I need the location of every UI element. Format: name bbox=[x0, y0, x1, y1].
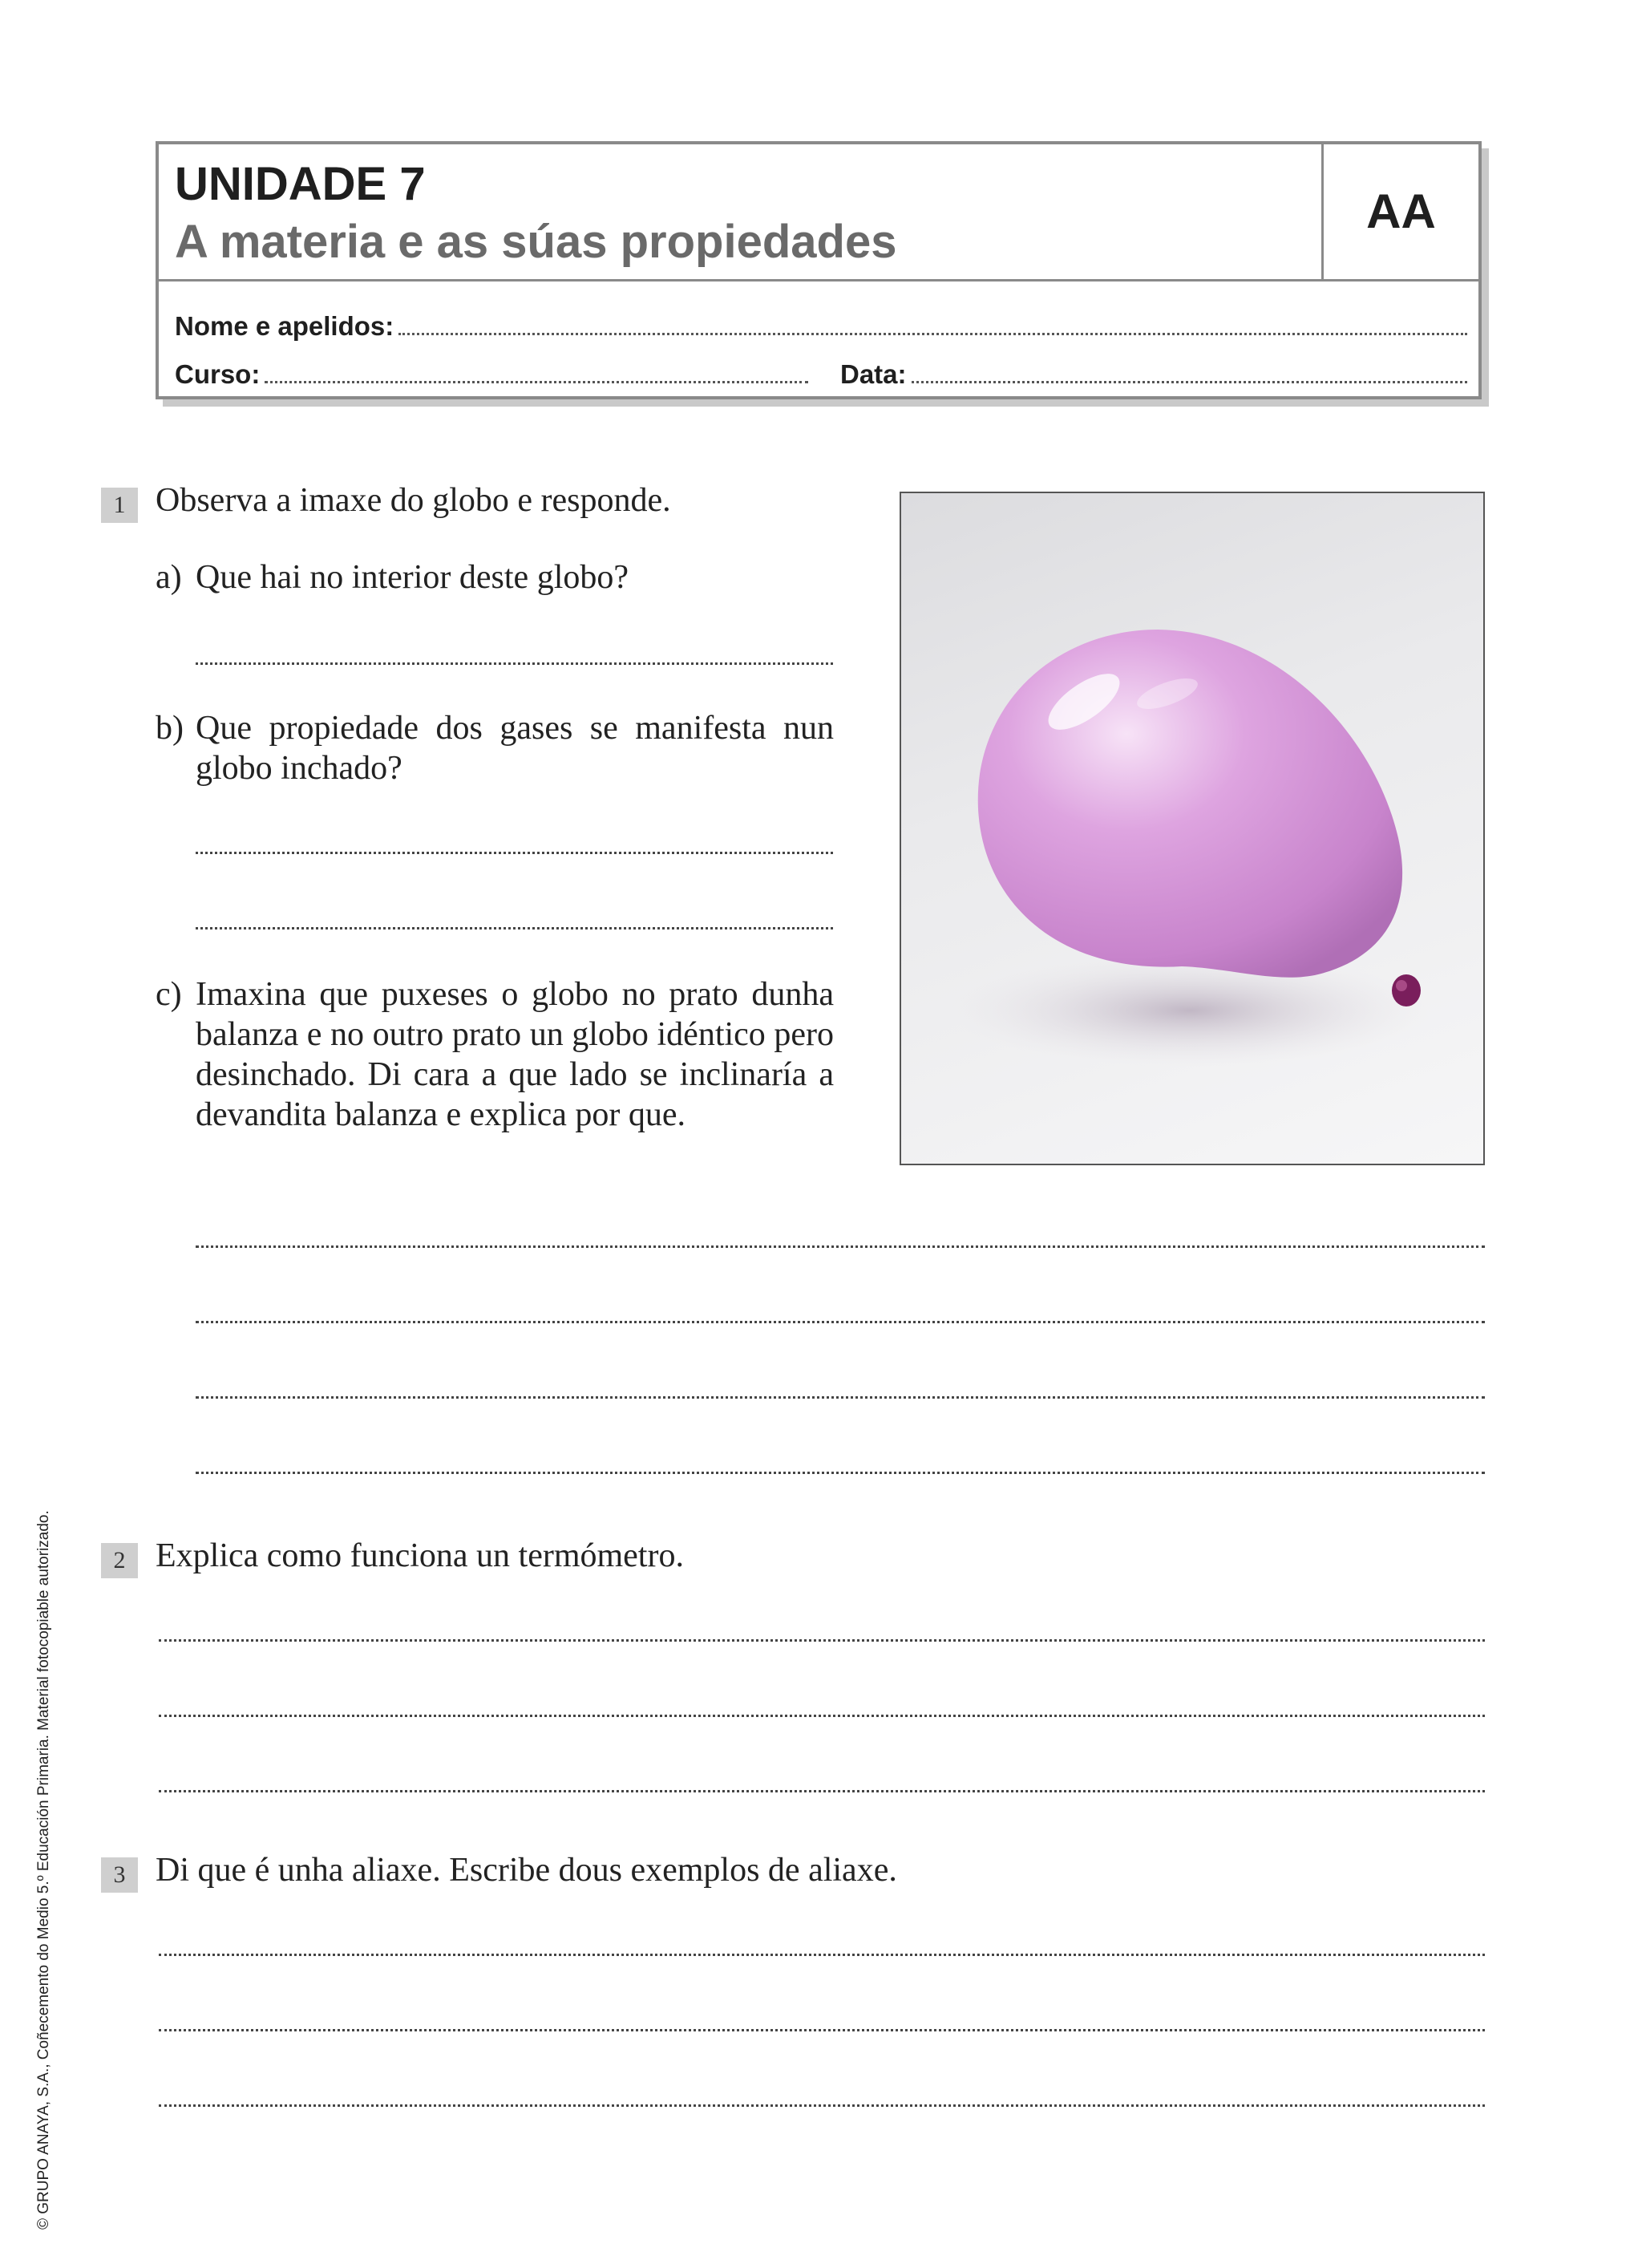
answer-line-2-2[interactable] bbox=[159, 1715, 1485, 1717]
balloon-photo bbox=[900, 492, 1485, 1165]
question-1a-text: Que hai no interior deste globo? bbox=[196, 559, 629, 596]
question-1c-label: c) bbox=[156, 976, 182, 1013]
unit-label: UNIDADE 7 bbox=[175, 158, 426, 210]
question-1-text: Observa a imaxe do globo e responde. bbox=[156, 482, 671, 519]
name-input-line[interactable] bbox=[398, 312, 1467, 335]
question-1b-text: Que propiedade dos gases se manifesta nun globo inchado? bbox=[196, 710, 834, 787]
question-1a bbox=[156, 557, 834, 597]
balloon-shadow bbox=[949, 954, 1430, 1067]
answer-line-1b-1[interactable] bbox=[196, 852, 833, 854]
answer-line-3-2[interactable] bbox=[159, 2029, 1485, 2031]
question-3-number: 3 bbox=[101, 1857, 138, 1893]
answer-line-1c-4[interactable] bbox=[196, 1472, 1485, 1474]
course-field[interactable] bbox=[175, 359, 808, 390]
question-1-number: 1 bbox=[101, 488, 138, 523]
date-label: Data: bbox=[840, 359, 907, 389]
question-2-number: 2 bbox=[101, 1543, 138, 1578]
header-title-area bbox=[159, 144, 1478, 281]
date-field[interactable] bbox=[840, 359, 1467, 390]
balloon-knot-highlight bbox=[1396, 980, 1407, 991]
balloon-image bbox=[901, 493, 1483, 1164]
question-1b bbox=[156, 708, 834, 788]
answer-line-1a[interactable] bbox=[196, 662, 833, 665]
name-field[interactable] bbox=[175, 311, 1467, 342]
course-label: Curso: bbox=[175, 359, 261, 389]
answer-line-3-3[interactable] bbox=[159, 2104, 1485, 2107]
date-input-line[interactable] bbox=[912, 360, 1467, 383]
answer-line-1c-2[interactable] bbox=[196, 1321, 1485, 1323]
question-3-text: Di que é unha aliaxe. Escribe dous exemplos de aliaxe. bbox=[156, 1852, 897, 1889]
unit-title: A materia e as súas propiedades bbox=[175, 216, 897, 268]
question-1b-label: b) bbox=[156, 710, 184, 747]
answer-line-1c-1[interactable] bbox=[196, 1245, 1485, 1248]
question-2-text: Explica como funciona un termómetro. bbox=[156, 1537, 684, 1574]
question-1a-label: a) bbox=[156, 559, 182, 596]
name-label: Nome e apelidos: bbox=[175, 311, 394, 341]
answer-line-1b-2[interactable] bbox=[196, 927, 833, 929]
question-1c-text: Imaxina que puxeses o globo no prato dunha balanza e no outro prato un globo idéntico pero desinchado. Di cara a que lado se inclinaría a devandita balanza e explica por que. bbox=[196, 976, 834, 1133]
question-1c bbox=[156, 974, 834, 1135]
worksheet-code: AA bbox=[1321, 144, 1478, 279]
answer-line-2-1[interactable] bbox=[159, 1639, 1485, 1642]
copyright-notice: © GRUPO ANAYA, S.A., Coñecemento do Medio 5.º Educación Primaria. Material fotocopiable autorizado. bbox=[35, 1510, 52, 2230]
balloon-knot bbox=[1392, 974, 1421, 1006]
answer-line-3-1[interactable] bbox=[159, 1954, 1485, 1956]
answer-line-1c-3[interactable] bbox=[196, 1396, 1485, 1399]
course-input-line[interactable] bbox=[265, 360, 808, 383]
answer-line-2-3[interactable] bbox=[159, 1790, 1485, 1792]
worksheet-header bbox=[156, 141, 1482, 399]
